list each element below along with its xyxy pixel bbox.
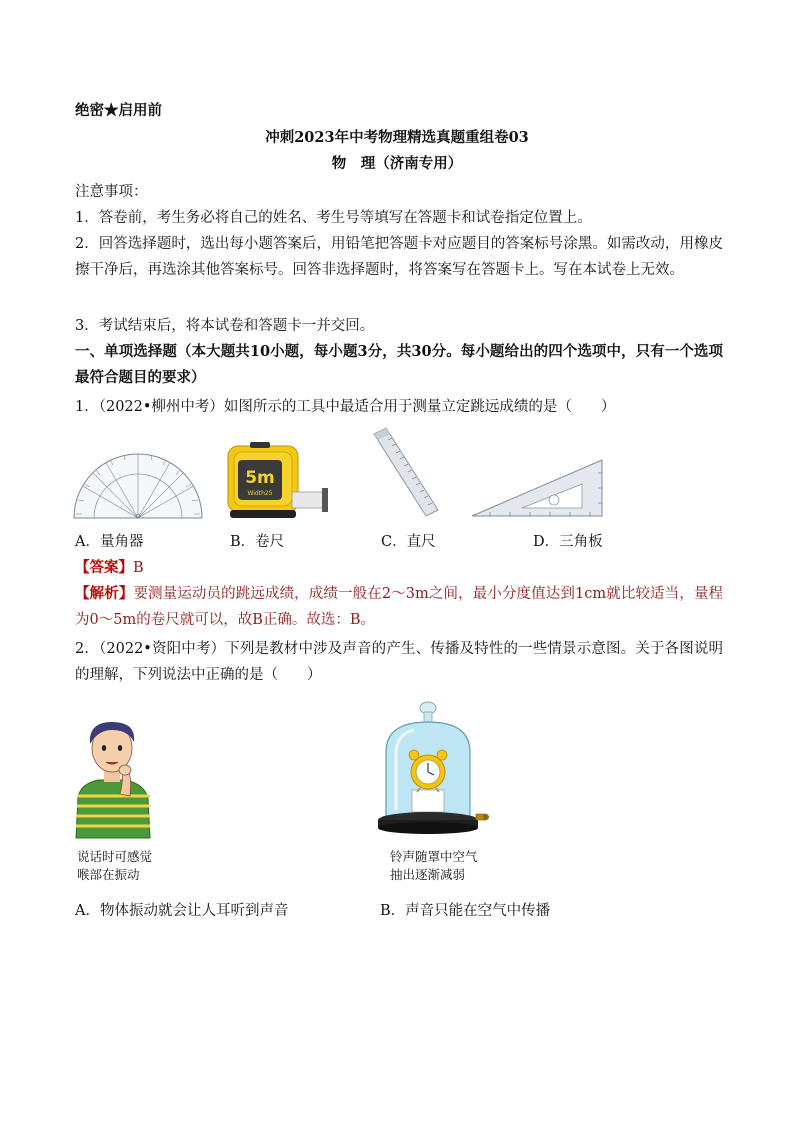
notes-heading: 注意事项： bbox=[75, 184, 148, 200]
q1-answer bbox=[75, 556, 144, 577]
analysis-text: 要测量运动员的跳远成绩，成绩一般在2～3m之间，最小分度值达到1cm就比较适当，量程为0～5m的卷尺就可以，故B正确。故选：B。 bbox=[75, 586, 724, 628]
bell-jar-image bbox=[374, 700, 490, 840]
boy-speaking-image bbox=[70, 718, 162, 840]
secret-mark: 绝密★启用前 bbox=[75, 102, 162, 119]
caption-b-line-2: 抽出逐渐减弱 bbox=[390, 867, 466, 882]
answer-value: B bbox=[133, 560, 144, 576]
caption-a-line-2: 喉部在振动 bbox=[77, 867, 140, 882]
q1-option-b[interactable]: B．卷尺 bbox=[230, 534, 285, 550]
question-2-stem: 2．（2022•资阳中考）下列是教材中涉及声音的产生、传播及特性的一些情景示意图。关于各图说明的理解，下列说法中正确的是（ ） bbox=[75, 641, 723, 683]
q2-option-b[interactable]: B．声音只能在空气中传播 bbox=[380, 903, 551, 919]
exam-subtitle: 物 理（济南专用） bbox=[331, 155, 463, 172]
triangle-ruler-image bbox=[470, 458, 606, 520]
caption-a-line-1: 说话时可感觉 bbox=[77, 849, 153, 864]
q1-option-c[interactable]: C．直尺 bbox=[381, 534, 436, 550]
tape-label-big: 5m bbox=[245, 468, 275, 488]
protractor-image bbox=[72, 448, 204, 520]
analysis-tag: 【解析】 bbox=[75, 585, 134, 602]
exam-title: 冲刺2023年中考物理精选真题重组卷03 bbox=[265, 129, 529, 146]
caption-b-line-1: 铃声随罩中空气 bbox=[390, 849, 478, 864]
tape-measure-image bbox=[226, 440, 332, 522]
tape-label-small: Width25 bbox=[247, 490, 273, 497]
q2-option-a[interactable]: A．物体振动就会让人耳听到声音 bbox=[75, 903, 289, 919]
notes-item-2: 2．回答选择题时，选出每小题答案后，用铅笔把答题卡对应题目的答案标号涂黑。如需改动，用橡皮擦干净后，再选涂其他答案标号。回答非选择题时，将答案写在答题卡上。写在本试卷上无效。 bbox=[75, 236, 723, 278]
notes-item-1: 1．答卷前，考生务必将自己的姓名、考生号等填写在答题卡和试卷指定位置上。 bbox=[75, 210, 592, 226]
q1-analysis bbox=[75, 581, 723, 633]
question-1-stem: 1．（2022•柳州中考）如图所示的工具中最适合用于测量立定跳远成绩的是（ ） bbox=[75, 399, 616, 415]
ruler-image bbox=[368, 426, 444, 518]
q1-option-a[interactable]: A．量角器 bbox=[75, 534, 144, 550]
section-heading: 一、单项选择题（本大题共10小题，每小题3分，共30分。每小题给出的四个选项中，只有一个选项最符合题目的要求） bbox=[75, 343, 723, 386]
notes-item-3: 3．考试结束后，将本试卷和答题卡一并交回。 bbox=[75, 318, 375, 334]
answer-tag: 【答案】 bbox=[75, 559, 133, 576]
q1-option-d[interactable]: D．三角板 bbox=[533, 534, 603, 550]
